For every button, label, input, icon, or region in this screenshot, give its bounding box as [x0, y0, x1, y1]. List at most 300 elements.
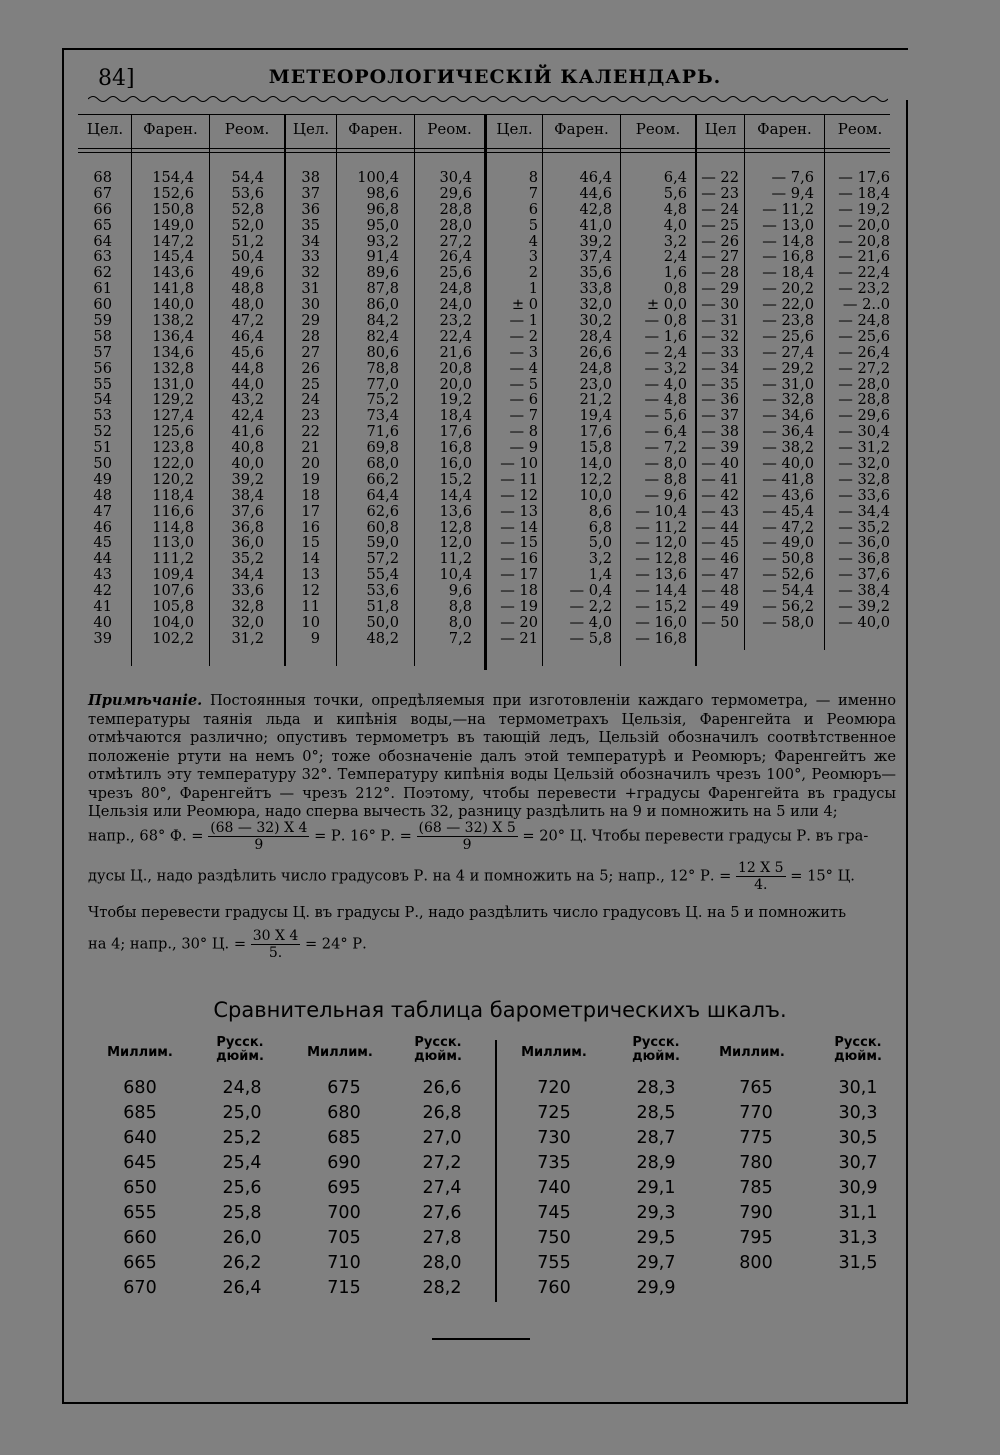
- header-reom-2: Реом.: [427, 120, 472, 138]
- table-cell: — 45: [701, 534, 739, 552]
- table-cell: 36: [301, 200, 320, 218]
- table-cell: 100,4: [357, 169, 399, 186]
- table-cell: 16,0: [439, 455, 472, 473]
- header-line: Русск.: [632, 1035, 680, 1050]
- note-label: Примѣчаніе.: [88, 692, 203, 709]
- formula-line-3: [88, 904, 896, 921]
- table-cell: — 30: [701, 296, 739, 314]
- table-cell: — 36: [701, 391, 739, 409]
- table-cell: — 2,4: [644, 343, 687, 361]
- table-cell: 15: [301, 534, 320, 552]
- formula-text: = 15° Ц.: [790, 867, 855, 885]
- table-cell: 77,0: [366, 375, 399, 393]
- table-cell: 4,0: [663, 216, 687, 234]
- table-cell: — 41: [701, 470, 739, 488]
- baro-header-mm-1: Миллим.: [107, 1045, 173, 1060]
- table-cell: 12,0: [439, 534, 472, 552]
- table-cell: — 10,4: [635, 502, 687, 520]
- header-cel-1: Цел.: [86, 120, 124, 138]
- col-rule: [620, 114, 621, 666]
- table-cell: — 33: [701, 343, 739, 361]
- fraction-denominator: 5.: [268, 945, 283, 961]
- table-cell: 42,4: [231, 407, 264, 425]
- table-cell: 62,6: [366, 502, 399, 520]
- table-cell: 27,6: [422, 1203, 462, 1223]
- table-cell: 62: [93, 264, 112, 282]
- table-cell: — 7: [509, 407, 538, 425]
- table-cell: 29,6: [439, 184, 472, 202]
- table-cell: — 26,4: [838, 343, 890, 361]
- table-cell: — 49,0: [762, 534, 814, 552]
- col-rule: [744, 114, 745, 650]
- table-cell: 52: [93, 423, 112, 441]
- col-reom-4: [826, 170, 890, 631]
- table-cell: — 11,2: [762, 200, 814, 218]
- table-cell: — 4,8: [644, 391, 687, 409]
- table-cell: — 11: [500, 470, 538, 488]
- table-cell: 765: [739, 1078, 773, 1098]
- table-cell: 25,6: [222, 1178, 262, 1198]
- table-cell: 725: [537, 1103, 571, 1123]
- table-cell: 10,4: [439, 566, 472, 584]
- table-cell: 44,6: [579, 184, 612, 202]
- table-cell: 11: [301, 598, 320, 616]
- table-cell: 26,2: [222, 1253, 262, 1273]
- table-cell: — 40,0: [762, 455, 814, 473]
- table-cell: — 4,0: [569, 613, 612, 631]
- table-cell: — 28: [701, 264, 739, 282]
- table-cell: 80,6: [366, 343, 399, 361]
- table-cell: 118,4: [152, 486, 194, 504]
- table-cell: 23,2: [439, 312, 472, 330]
- table-cell: 755: [537, 1253, 571, 1273]
- table-cell: 25,8: [222, 1203, 262, 1223]
- table-cell: 42,8: [579, 200, 612, 218]
- table-cell: — 16,8: [762, 248, 814, 266]
- table-cell: 41: [93, 598, 112, 616]
- table-cell: 24,8: [579, 359, 612, 377]
- table-cell: 30,3: [838, 1103, 878, 1123]
- formula-text: на 4; напр., 30° Ц. =: [88, 935, 247, 953]
- table-cell: 3,2: [663, 232, 687, 250]
- table-cell: 715: [327, 1278, 361, 1298]
- table-cell: 5,6: [663, 184, 687, 202]
- table-cell: — 31,2: [838, 439, 890, 457]
- table-cell: 52,0: [231, 216, 264, 234]
- col-reom-3: [624, 170, 687, 647]
- table-cell: — 21: [500, 629, 538, 647]
- table-cell: — 31: [701, 312, 739, 330]
- table-cell: 5: [528, 216, 538, 234]
- table-cell: 705: [327, 1228, 361, 1248]
- table-cell: 41,0: [579, 216, 612, 234]
- formula-line-2: [88, 860, 896, 893]
- table-cell: 49: [93, 470, 112, 488]
- table-cell: — 33,6: [838, 486, 890, 504]
- table-cell: — 14,8: [762, 232, 814, 250]
- table-cell: 13: [301, 566, 320, 584]
- table-cell: — 32,8: [838, 470, 890, 488]
- header-line: дюйм.: [414, 1049, 462, 1064]
- formula-line-4: [88, 928, 896, 961]
- table-cell: 8,8: [448, 598, 472, 616]
- table-cell: — 37,6: [838, 566, 890, 584]
- table-cell: 132,8: [152, 359, 194, 377]
- header-line: дюйм.: [632, 1049, 680, 1064]
- table-cell: 29,5: [636, 1228, 676, 1248]
- table-cell: 20,8: [439, 359, 472, 377]
- table-cell: — 58,0: [762, 613, 814, 631]
- table-cell: 0,8: [663, 280, 687, 298]
- table-cell: 134,6: [152, 343, 194, 361]
- table-cell: — 18,4: [838, 184, 890, 202]
- table-cell: 28,5: [636, 1103, 676, 1123]
- table-cell: 12,2: [579, 470, 612, 488]
- baro-col-mm-1: [100, 1076, 180, 1301]
- table-cell: 19,4: [579, 407, 612, 425]
- table-cell: 660: [123, 1228, 157, 1248]
- table-cell: — 29,2: [762, 359, 814, 377]
- table-cell: 785: [739, 1178, 773, 1198]
- table-cell: 16: [301, 518, 320, 536]
- table-cell: 720: [537, 1078, 571, 1098]
- table-cell: 123,8: [152, 439, 194, 457]
- col-rule: [542, 114, 543, 666]
- table-cell: 675: [327, 1078, 361, 1098]
- table-cell: 28,3: [636, 1078, 676, 1098]
- table-cell: 700: [327, 1203, 361, 1223]
- table-cell: 18,4: [439, 407, 472, 425]
- table-cell: — 36,4: [762, 423, 814, 441]
- table-cell: 23,0: [579, 375, 612, 393]
- table-cell: — 32: [701, 327, 739, 345]
- table-cell: 26,4: [222, 1278, 262, 1298]
- table-cell: 38: [301, 169, 320, 186]
- table-cell: 31,2: [231, 629, 264, 647]
- table-cell: 131,0: [152, 375, 194, 393]
- table-cell: 125,6: [152, 423, 194, 441]
- page-number: 84]: [98, 66, 135, 91]
- table-cell: 24,8: [439, 280, 472, 298]
- formula-line-1: [88, 820, 896, 853]
- table-cell: — 38: [701, 423, 739, 441]
- table-cell: — 23: [701, 184, 739, 202]
- fraction: [208, 820, 309, 853]
- table-cell: 127,4: [152, 407, 194, 425]
- col-rule-heavy: [484, 114, 487, 670]
- table-cell: 32,8: [231, 598, 264, 616]
- table-cell: 800: [739, 1253, 773, 1273]
- table-cell: 2,4: [663, 248, 687, 266]
- table-cell: 59,0: [366, 534, 399, 552]
- table-cell: 66: [93, 200, 112, 218]
- table-cell: 735: [537, 1153, 571, 1173]
- table-cell: 56: [93, 359, 112, 377]
- baro-col-ru-4: [818, 1076, 898, 1276]
- table-cell: 145,4: [152, 248, 194, 266]
- table-cell: 20: [301, 455, 320, 473]
- table-cell: 122,0: [152, 455, 194, 473]
- table-cell: — 8,8: [644, 470, 687, 488]
- table-cell: — 24,8: [838, 312, 890, 330]
- table-cell: — 47,2: [762, 518, 814, 536]
- table-cell: — 37: [701, 407, 739, 425]
- table-cell: — 45,4: [762, 502, 814, 520]
- header-reom-4: Реом.: [837, 120, 883, 138]
- table-cell: 48: [93, 486, 112, 504]
- table-cell: — 43,6: [762, 486, 814, 504]
- table-cell: — 7,2: [644, 439, 687, 457]
- table-cell: — 38,2: [762, 439, 814, 457]
- table-cell: 8,0: [448, 613, 472, 631]
- table-cell: — 46: [701, 550, 739, 568]
- table-cell: 10: [301, 613, 320, 631]
- table-cell: — 0,4: [569, 582, 612, 600]
- table-cell: — 28,8: [838, 391, 890, 409]
- table-cell: — 54,4: [762, 582, 814, 600]
- table-cell: 24,8: [222, 1078, 262, 1098]
- table-cell: — 12,8: [635, 550, 687, 568]
- table-cell: — 25: [701, 216, 739, 234]
- table-cell: 35,6: [579, 264, 612, 282]
- table-cell: 740: [537, 1178, 571, 1198]
- table-cell: 66,2: [366, 470, 399, 488]
- table-cell: 154,4: [152, 169, 194, 186]
- table-cell: 50,4: [231, 248, 264, 266]
- table-cell: 64: [93, 232, 112, 250]
- table-cell: — 36,8: [838, 550, 890, 568]
- table-cell: — 14,4: [635, 582, 687, 600]
- table-cell: 149,0: [152, 216, 194, 234]
- title-ornament: [88, 94, 888, 104]
- col-cel-3: [490, 170, 538, 647]
- table-cell: 75,2: [366, 391, 399, 409]
- table-cell: 25: [301, 375, 320, 393]
- table-cell: 770: [739, 1103, 773, 1123]
- table-cell: 3: [528, 248, 538, 266]
- table-cell: 39: [93, 629, 112, 647]
- table-cell: 30: [301, 296, 320, 314]
- table-cell: — 29,6: [838, 407, 890, 425]
- table-cell: — 32,8: [762, 391, 814, 409]
- table-cell: 31,5: [838, 1253, 878, 1273]
- table-cell: 665: [123, 1253, 157, 1273]
- table-cell: 730: [537, 1128, 571, 1148]
- table-cell: 7,2: [448, 629, 472, 647]
- table-cell: 45: [93, 534, 112, 552]
- table-cell: 33: [301, 248, 320, 266]
- table-cell: 39,2: [231, 470, 264, 488]
- table-cell: 16,8: [439, 439, 472, 457]
- table-cell: 2: [528, 264, 538, 282]
- fraction-numerator: (68 — 32) X 5: [418, 820, 516, 836]
- table-cell: — 2..0: [842, 296, 890, 314]
- table-cell: — 18: [500, 582, 538, 600]
- table-cell: 22: [301, 423, 320, 441]
- table-cell: 29,9: [636, 1278, 676, 1298]
- table-cell: 55,4: [366, 566, 399, 584]
- baro-col-ru-2: [402, 1076, 482, 1301]
- table-cell: 57: [93, 343, 112, 361]
- table-cell: 84,2: [366, 312, 399, 330]
- table-cell: 6,8: [588, 518, 612, 536]
- table-cell: 67: [93, 184, 112, 202]
- table-cell: — 15: [500, 534, 538, 552]
- formula-text: Чтобы перевести градусы Ц. въ градусы Р., надо раздѣлить число градусовъ Ц. на 5 и помножить: [88, 904, 847, 921]
- table-cell: 36,8: [231, 518, 264, 536]
- table-cell: 53: [93, 407, 112, 425]
- table-cell: 3,2: [588, 550, 612, 568]
- table-cell: 32: [301, 264, 320, 282]
- table-cell: 69,8: [366, 439, 399, 457]
- table-cell: — 9: [509, 439, 538, 457]
- table-cell: — 4,0: [644, 375, 687, 393]
- table-cell: 57,2: [366, 550, 399, 568]
- table-cell: 34,4: [231, 566, 264, 584]
- table-cell: 48,0: [231, 296, 264, 314]
- fraction: [251, 928, 301, 961]
- table-cell: 98,6: [366, 184, 399, 202]
- table-cell: — 12: [500, 486, 538, 504]
- table-cell: — 11,2: [635, 518, 687, 536]
- table-cell: 111,2: [152, 550, 194, 568]
- table-cell: 147,2: [152, 232, 194, 250]
- table-cell: 52,8: [231, 200, 264, 218]
- table-cell: — 27: [701, 248, 739, 266]
- table-cell: — 34: [701, 359, 739, 377]
- table-cell: — 2: [509, 327, 538, 345]
- table-cell: — 25,6: [762, 327, 814, 345]
- table-cell: — 1,6: [644, 327, 687, 345]
- table-cell: — 5,8: [569, 629, 612, 647]
- table-cell: — 17,6: [838, 169, 890, 186]
- table-cell: — 13,0: [762, 216, 814, 234]
- table-cell: — 35,2: [838, 518, 890, 536]
- fraction-numerator: (68 — 32) X 4: [210, 820, 308, 836]
- table-cell: 30,5: [838, 1128, 878, 1148]
- table-cell: 15,2: [439, 470, 472, 488]
- table-cell: 1,6: [663, 264, 687, 282]
- table-cell: — 19,2: [838, 200, 890, 218]
- table-cell: — 10: [500, 455, 538, 473]
- table-cell: 6,4: [663, 169, 687, 186]
- table-cell: — 31,0: [762, 375, 814, 393]
- table-cell: — 42: [701, 486, 739, 504]
- col-faren-3: [548, 170, 612, 647]
- table-cell: — 20,8: [838, 232, 890, 250]
- table-cell: — 3,2: [644, 359, 687, 377]
- col-rule: [824, 114, 825, 650]
- baro-header-mm-2: Миллим.: [307, 1045, 373, 1060]
- table-cell: 109,4: [152, 566, 194, 584]
- table-cell: 26,6: [579, 343, 612, 361]
- table-cell: — 13,6: [635, 566, 687, 584]
- table-cell: — 40,0: [838, 613, 890, 631]
- table-cell: 28,8: [439, 200, 472, 218]
- note-paragraph: [88, 692, 896, 822]
- table-cell: 25,2: [222, 1128, 262, 1148]
- table-cell: 152,6: [152, 184, 194, 202]
- table-cell: — 34,4: [838, 502, 890, 520]
- table-cell: 34: [301, 232, 320, 250]
- table-cell: 37,6: [231, 502, 264, 520]
- table-cell: 17,6: [579, 423, 612, 441]
- formula-text: напр., 68° Ф. =: [88, 827, 204, 845]
- table-cell: 29: [301, 312, 320, 330]
- table-cell: 116,6: [152, 502, 194, 520]
- table-cell: 680: [327, 1103, 361, 1123]
- table-cell: 49,6: [231, 264, 264, 282]
- table-cell: 51: [93, 439, 112, 457]
- table-cell: 138,2: [152, 312, 194, 330]
- table-cell: 71,6: [366, 423, 399, 441]
- table-cell: 29,1: [636, 1178, 676, 1198]
- table-cell: — 22,4: [838, 264, 890, 282]
- table-cell: 59: [93, 312, 112, 330]
- table-cell: 20,0: [439, 375, 472, 393]
- table-cell: 120,2: [152, 470, 194, 488]
- table-cell: — 44: [701, 518, 739, 536]
- col-reom-1: [210, 170, 264, 647]
- table-cell: 26,6: [422, 1078, 462, 1098]
- table-cell: — 41,8: [762, 470, 814, 488]
- table-cell: 40,8: [231, 439, 264, 457]
- col-faren-1: [132, 170, 194, 647]
- fraction-denominator: 9: [462, 837, 472, 853]
- table-cell: — 22: [701, 169, 739, 186]
- table-cell: — 9,6: [644, 486, 687, 504]
- table-cell: 17: [301, 502, 320, 520]
- table-cell: — 20: [500, 613, 538, 631]
- table-cell: ± 0,0: [646, 296, 687, 314]
- table-cell: 24,0: [439, 296, 472, 314]
- table-cell: 55: [93, 375, 112, 393]
- table-cell: 30,2: [579, 312, 612, 330]
- baro-header-mm-4: Миллим.: [719, 1045, 785, 1060]
- table-cell: 28,0: [439, 216, 472, 234]
- col-cel-1: [80, 170, 112, 647]
- table-cell: — 8: [509, 423, 538, 441]
- table-cell: 690: [327, 1153, 361, 1173]
- formula-text: = Р. 16° Р. =: [314, 827, 412, 845]
- table-cell: — 26: [701, 232, 739, 250]
- baro-col-mm-4: [716, 1076, 796, 1276]
- table-cell: — 24: [701, 200, 739, 218]
- table-cell: — 50: [701, 613, 739, 631]
- table-cell: 40: [93, 613, 112, 631]
- note-text: Постоянныя точки, опредѣляемыя при изготовленіи каждаго термометра, — именно температуры таянія льда и кипѣнія воды,—на термометрахъ Цельзія, Фаренгейта и Реомюра отмѣчаются различно; опустивъ термометръ въ тающій ледъ, Цельзій обозначилъ соотвѣтственное положеніе ртути на немъ 0°; тоже обозначеніе далъ этой температурѣ и Реомюръ; Фаренгейтъ же отмѣтилъ эту температуру 32°. Температуру кипѣнія воды Цельзій обозначилъ чрезъ 100°, Реомюръ—чрезъ 80°, Фаренгейтъ — чрезъ 212°. Поэтому, чтобы перевести +градусы Фаренгейта въ градусы Цельзія или Реомюра, надо сперва вычесть 32, разницу раздѣлить на 9 и помножить на 5 или 4;: [88, 692, 896, 820]
- table-cell: — 16,0: [635, 613, 687, 631]
- table-cell: 73,4: [366, 407, 399, 425]
- table-cell: 780: [739, 1153, 773, 1173]
- table-cell: 47: [93, 502, 112, 520]
- table-cell: — 50,8: [762, 550, 814, 568]
- table-cell: — 5,6: [644, 407, 687, 425]
- table-cell: — 48: [701, 582, 739, 600]
- table-cell: 655: [123, 1203, 157, 1223]
- fraction-denominator: 9: [254, 837, 264, 853]
- table-cell: — 3: [509, 343, 538, 361]
- table-cell: 37,4: [579, 248, 612, 266]
- table-cell: 43: [93, 566, 112, 584]
- fraction-denominator: 4.: [754, 877, 768, 893]
- table-cell: 141,8: [152, 280, 194, 298]
- table-cell: 87,8: [366, 280, 399, 298]
- baro-col-mm-3: [514, 1076, 594, 1301]
- table-cell: 1: [528, 280, 538, 298]
- table-cell: 27,2: [439, 232, 472, 250]
- table-cell: 22,4: [439, 327, 472, 345]
